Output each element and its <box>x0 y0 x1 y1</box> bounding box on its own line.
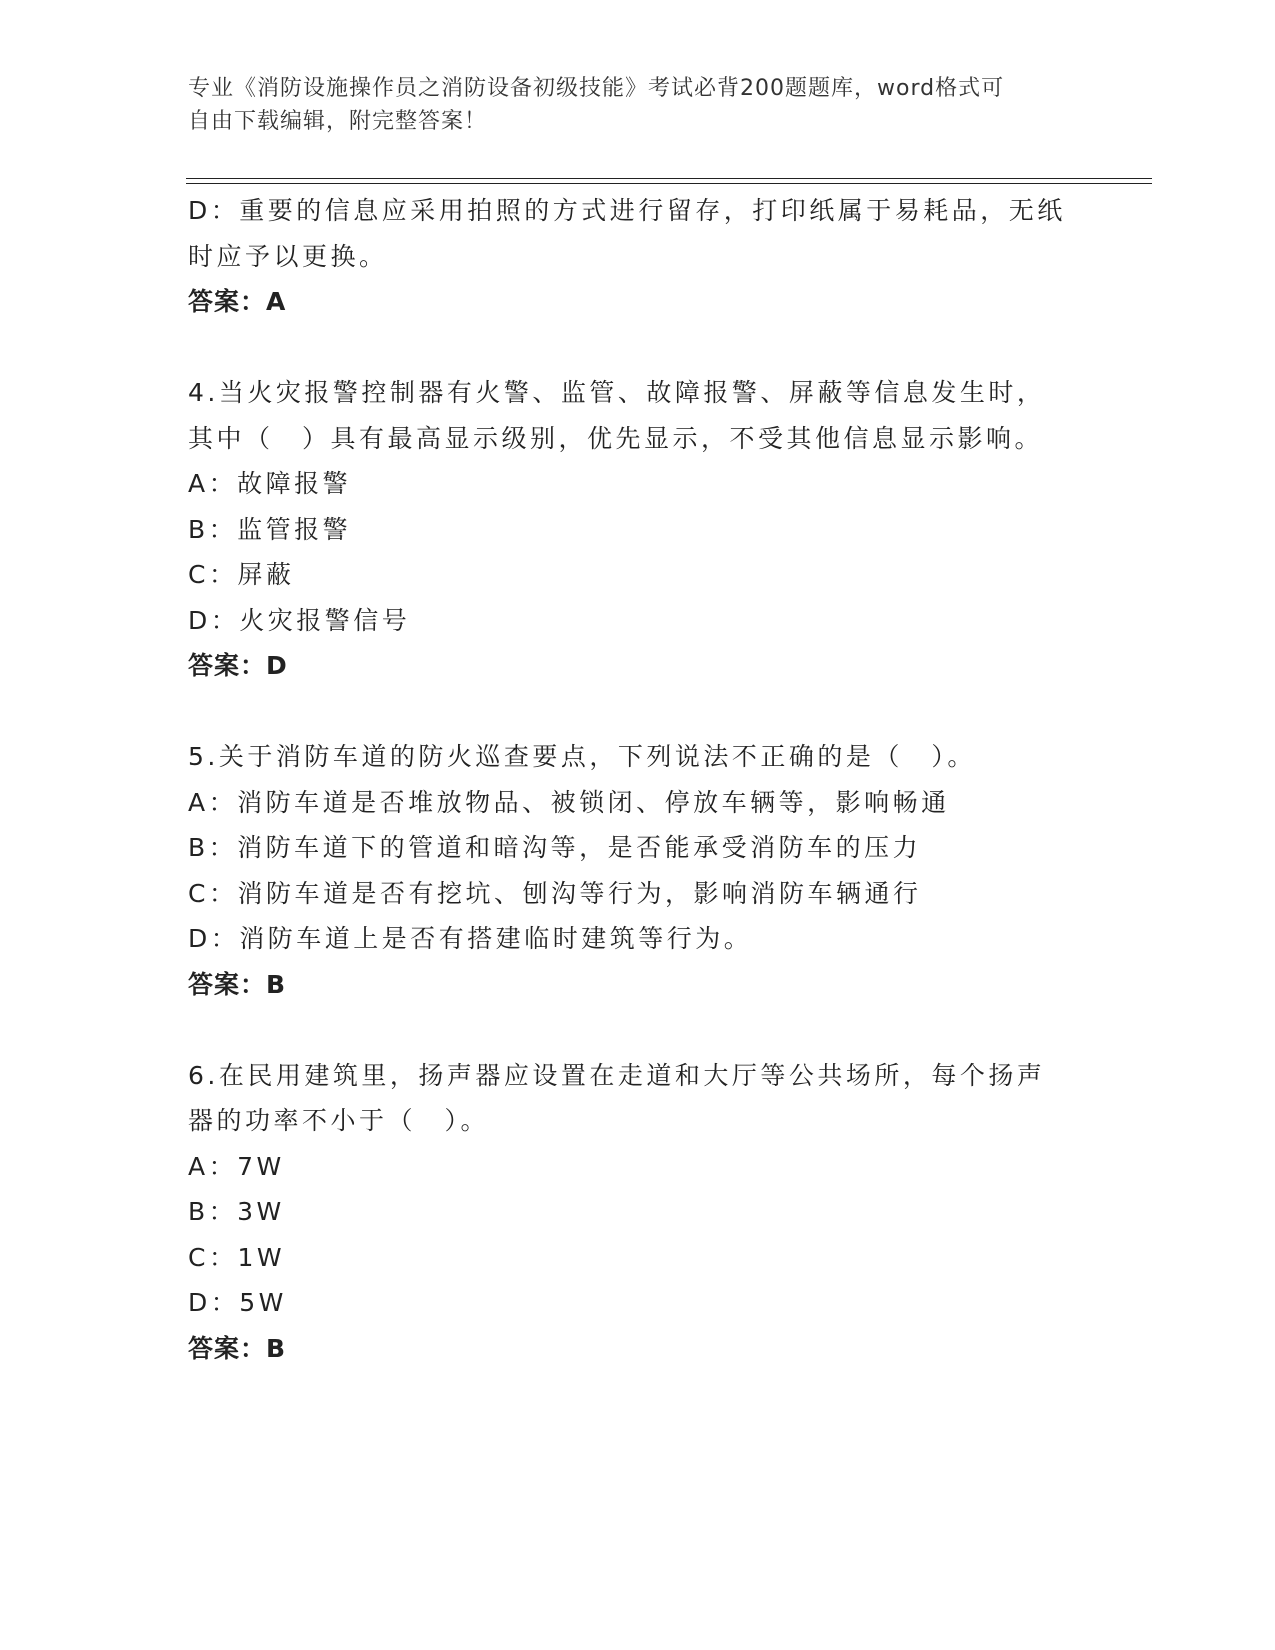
q4-option-b: B：监管报警 <box>188 514 352 544</box>
question-6 <box>188 1053 1088 1372</box>
spacer <box>188 325 1088 371</box>
question-3-tail <box>188 188 1088 325</box>
q4-stem-line-1: 4.当火灾报警控制器有火警、监管、故障报警、屏蔽等信息发生时， <box>188 378 1046 407</box>
q6-stem-line-2: 器的功率不小于（ ）。 <box>188 1106 490 1135</box>
header-line-1: 专业《消防设施操作员之消防设备初级技能》考试必背200题题库，word格式可 <box>188 76 1005 101</box>
q5-option-b: B：消防车道下的管道和暗沟等，是否能承受消防车的压力 <box>188 833 922 862</box>
q4-option-a: A：故障报警 <box>188 469 352 498</box>
spacer <box>188 689 1088 735</box>
question-4 <box>188 370 1088 689</box>
header-divider-bottom <box>186 183 1152 184</box>
q5-option-a: A：消防车道是否堆放物品、被锁闭、停放车辆等，影响畅通 <box>188 787 950 817</box>
q5-option-c: C：消防车道是否有挖坑、刨沟等行为，影响消防车辆通行 <box>188 878 922 908</box>
q5-answer: 答案：B <box>188 969 287 999</box>
document-header <box>188 72 1068 138</box>
question-5 <box>188 734 1088 1007</box>
q6-option-a: A：7W <box>188 1151 285 1181</box>
q3-option-d-line-1: D：重要的信息应采用拍照的方式进行留存，打印纸属于易耗品，无纸 <box>188 196 1066 225</box>
q3-option-d-line-2: 时应予以更换。 <box>188 241 388 271</box>
q4-stem-line-2: 其中（ ）具有最高显示级别，优先显示，不受其他信息显示影响。 <box>188 423 1044 453</box>
q6-option-c: C：1W <box>188 1242 286 1272</box>
header-divider-top <box>186 178 1152 179</box>
q3-answer: 答案：A <box>188 287 287 316</box>
q6-answer: 答案：B <box>188 1333 287 1363</box>
q4-answer: 答案：D <box>188 651 288 680</box>
spacer <box>188 1007 1088 1053</box>
q6-option-d: D：5W <box>188 1288 287 1317</box>
q4-option-d: D：火灾报警信号 <box>188 605 411 635</box>
header-line-2: 自由下载编辑，附完整答案！ <box>188 109 488 134</box>
q6-stem-line-1: 6.在民用建筑里，扬声器应设置在走道和大厅等公共场所，每个扬声 <box>188 1060 1046 1090</box>
q4-option-c: C：屏蔽 <box>188 560 295 589</box>
document-body <box>188 188 1088 1371</box>
q5-stem-line-1: 5.关于消防车道的防火巡查要点，下列说法不正确的是（ ）。 <box>188 742 976 771</box>
q5-option-d: D：消防车道上是否有搭建临时建筑等行为。 <box>188 924 753 953</box>
q6-option-b: B：3W <box>188 1197 285 1226</box>
